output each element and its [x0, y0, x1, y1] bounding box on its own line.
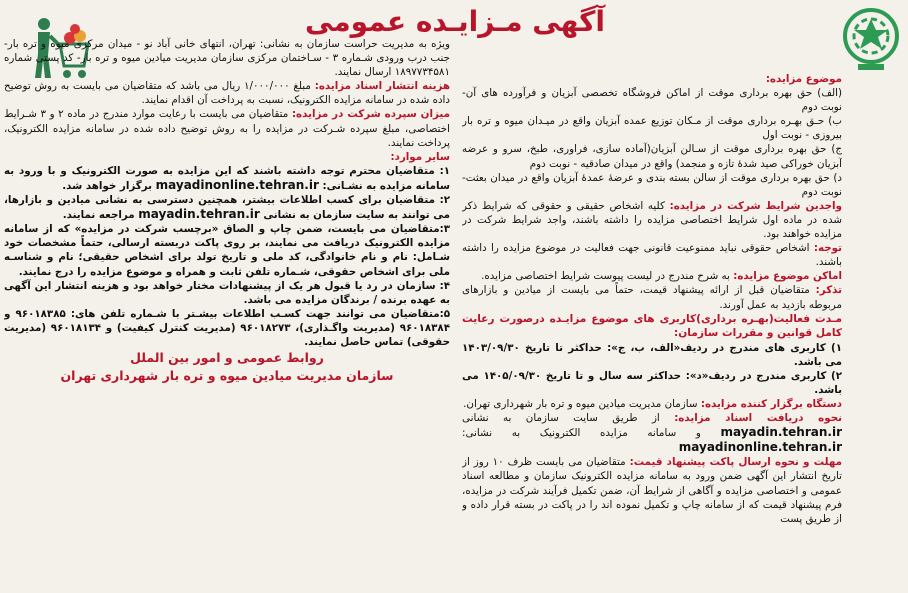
deadline-heading: مهلت و نحوه ارسال پاکت پیشنهاد قیمت:: [629, 456, 842, 469]
organizer-text: سازمان مدیریت میادین میوه و تره بار شهرداری تهران.: [463, 397, 698, 410]
reminder-heading: تذکر:: [815, 284, 842, 297]
places-text: به شرح مندرج در لیست پیوست شرایط اختصاصی مزایده.: [481, 270, 730, 283]
subject-item-dal: د) حق بهره برداری موقت از سالن بسته بندی و عرضهٔ عمدهٔ آبزیان واقع در میدان بعثت- نوبت دوم: [462, 171, 842, 198]
fee-heading: هزینه انتشار اسناد مزایده:: [314, 80, 450, 93]
right-column: [462, 72, 842, 590]
subject-item-alef: (الف) حق بهره برداری موقت از اماکن فروشگاه تخصصی آبزیان و فرآورده های آن- نوبت دوم: [462, 87, 842, 114]
deadline-text: متقاضیان می بایست ظرف ۱۰ روز از تاریخ انتشار این آگهی ضمن ورود به سامانه مزایده الکترونیک سازمان و مطالعه اسناد عمومی و اختصاصی مزایده و آگاهی از شرایط آن، ضمن تکمیل فرآیند شرکت در مزایده، فرم پیشنهاد قیمت که از سامانه چاپ و تکمیل نموده اند را در پاکت در بسته قرار داده و از طریق پست: [462, 456, 842, 525]
other-item-3: ۳:متقاضیان می بایست، ضمن چاپ و الصاق «برچسب شرکت در مزایده» که از سامانه مزایده الکترونیک دریافت می نمایند، بر روی پاکت دربسته ارسالی، حتماً مشخصات خود شـامل: نام و نام خانوادگی، کد ملی و تاریخ تولد برای اشخاص حقیقی؛ نام و شناسـه ملی برای اشخاص حقوقی، شـماره تلفن ثابت و همراه و موضوع مزایده را درج نمایند.: [4, 223, 450, 278]
page-title: آگهی مـزایـده عمومی: [304, 5, 605, 38]
subject-item-jim: ج) حق بهره برداری موقت از سـالن آبزیان(آماده سازی، فراوری، طبخ، سرو و عرضه آبزیان خوراکی صید شدهٔ تازه و منجمد) واقع در میدان صادقیه - نوبت دوم: [462, 143, 842, 170]
other-item-1: ۱: متقاضیان محترم توجه داشته باشند که این مزایده به صورت الکترونیک و با ورود به سامانه مزایده به نشـانی:: [4, 164, 450, 192]
left-column: [4, 37, 450, 591]
site-link[interactable]: mayadin.tehran.ir: [720, 425, 842, 440]
other-item-4: ۴: سازمان در رد یا قبول هر یک از پیشنهادات مختار خواهد بود و هزینه انتشار این آگهی به عهده برنده / برندگان مزایده می باشد.: [4, 279, 450, 306]
duration-item-1: ۱) کاربری های مندرج در ردیف«الف، ب، ج»: حداکثر تا تاریخ ۱۴۰۳/۰۹/۳۰ می باشد.: [462, 341, 842, 368]
deposit-text: متقاضیان می بایست با رعایت موارد مندرج در ماده ۲ و ۳ شـرایط اختصاصی، مبلغ سپرده شـرکت در مزایده را به روش توضیح داده شده در سامانه مزایده الکترونیک، پرداخت نمایند.: [4, 108, 450, 149]
other-item-1-end: برگزار خواهد شد.: [62, 179, 153, 192]
docs-text: از طریق سایت سازمان به نشانی: [462, 412, 660, 425]
site-link-2[interactable]: mayadin.tehran.ir: [138, 207, 260, 222]
docs-heading: نحوه دریافت اسناد مزایده:: [674, 412, 842, 425]
municipality-emblem-icon: [840, 6, 902, 74]
note-text: اشخاص حقوقی نباید ممنوعیت قانونی جهت فعالیت در موضوع مزایده را داشته باشند.: [462, 242, 842, 269]
duration-item-2: ۲) کاربری مندرج در ردیف«د»: حداکثر سه سال و تا تاریخ ۱۴۰۵/۰۹/۳۰ می باشد.: [462, 369, 842, 396]
reminder-text: متقاضیان قبل از ارائه پیشنهاد قیمت، حتماً می بایست از میادین و بازارهای مربوطه بازدید به عمل آورند.: [462, 284, 842, 311]
other-heading: سایر موارد:: [390, 150, 450, 163]
places-heading: اماکن موضوع مزایده:: [733, 270, 842, 283]
fee-text: مبلغ ۱/۰۰۰/۰۰۰ ریال می باشد که متقاضیان می بایست به روش توضیح داده شده در سامانه مزایده الکترونیک، نسبت به پرداخت آن اقدام نمایند.: [4, 80, 450, 107]
footer-organization: سازمان مدیریت میادین میوه و تره بار شهرداری تهران: [60, 368, 394, 384]
duration-heading: مـدت فعالیت(بهـره برداری)کاربری های موضوع مزایـده درصورت رعایت کامل قوانین و مقررات سازمان:: [462, 312, 842, 340]
subject-item-be: ب) حـق بهـره برداری موقت از مـکان توزیع عمده آبزیان واقع در میـدان میوه و تره بار بیروزی - نوبت اول: [462, 115, 842, 142]
eligibility-text: کلیه اشخاص حقیقی و حقوقی که شرایط ذکر شده در ماده اول شرایط اختصاصی مزایده را داشته باشند، واجد شرایط شرکت در مزایده خواهند بود.: [462, 199, 842, 241]
eligibility-heading: واجدین شرایط شرکت در مزایده:: [669, 199, 842, 212]
other-item-2-end: مراجعه نمایند.: [62, 209, 135, 222]
other-item-5: ۵:متقاضیان می توانند جهت کسـب اطلاعات بیشـتر با شـماره تلفن های: ۹۶۰۱۸۳۸۵ و ۹۶۰۱۸۳۸۴ (مدیریت واگـذاری)، ۹۶۰۱۸۲۷۳ (مدیریت کنترل کیفیت) و ۹۶۰۱۸۱۳۴ (مدیریت حقوقی) تماس حاصل نمایند.: [4, 307, 450, 348]
note-heading: توجه:: [813, 242, 842, 255]
footer-public-relations: روابط عمومی و امور بین الملل: [130, 350, 324, 366]
other-item-2: ۲: متقاضیان برای کسب اطلاعات بیشتر، همچنین دسترسی به نشانی میادین و بازارها، می توانند به سایت سازمان به نشانی: [4, 194, 450, 222]
auction-portal-link-2[interactable]: mayadinonline.tehran.ir: [155, 177, 319, 192]
subject-heading: موضوع مزایده:: [765, 73, 842, 85]
address-text: ویژه به مدیریت حراست سازمان به نشانی: تهران، انتهای خانی آباد نو - میدان مرکزی میوه و تره بار- جنب درب ورودی شـماره ۳ - سـاختمان مرکزی سازمان مدیریت میادین میوه و تره بار- کد پستی شماره ۱۸۹۷۷۳۴۵۸۱ ارسال نمایند.: [4, 38, 450, 79]
deposit-heading: میزان سپرده شرکت در مزایده:: [291, 108, 450, 121]
organizer-heading: دستگاه برگزار کننده مزایده:: [700, 397, 842, 410]
auction-portal-link[interactable]: mayadinonline.tehran.ir: [678, 440, 842, 455]
docs-text-2: و سامانه مزایده الکترونیک به نشانی:: [462, 427, 701, 440]
